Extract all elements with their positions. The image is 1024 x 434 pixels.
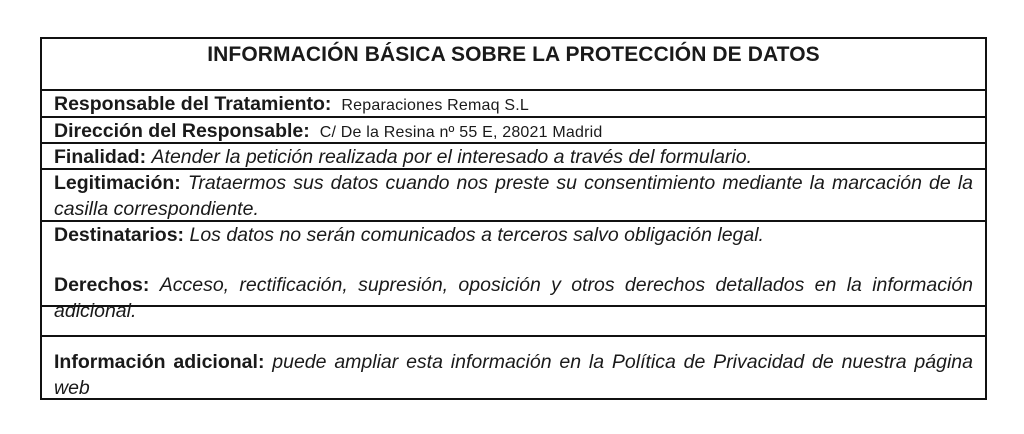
destinatarios-value: Los datos no serán comunicados a terceros salvo obligación legal.: [189, 224, 764, 246]
row-finalidad: [42, 144, 985, 170]
direccion-value: C/ De la Resina nº 55 E, 28021 Madrid: [319, 124, 603, 141]
adicional-value: puede ampliar esta información en la Política de Privacidad de nuestra página web: [54, 351, 973, 399]
row-legitimacion: [42, 170, 985, 222]
responsable-label: Responsable del Tratamiento:: [54, 93, 332, 115]
spacer: [54, 248, 973, 272]
responsable-value: Reparaciones Remaq S.L: [341, 97, 530, 114]
adicional-label: Información adicional:: [54, 351, 265, 373]
legitimacion-value: Trataermos sus datos cuando nos preste su consentimiento mediante la marcación de la casilla correspondiente.: [54, 172, 973, 220]
table-title: INFORMACIÓN BÁSICA SOBRE LA PROTECCIÓN DE DATOS: [207, 43, 820, 66]
derechos-block: [54, 272, 973, 324]
table-header-row: [42, 39, 985, 91]
row-direccion: [42, 118, 985, 144]
derechos-value: Acceso, rectificación, supresión, oposición y otros derechos detallados en la información adicional.: [54, 274, 974, 322]
destinatarios-line: [54, 222, 973, 248]
spacer: [54, 337, 973, 349]
destinatarios-label: Destinatarios:: [54, 224, 185, 246]
direccion-label: Dirección del Responsable:: [54, 120, 310, 142]
row-adicional: [42, 337, 985, 400]
finalidad-value: Atender la petición realizada por el interesado a través del formulario.: [151, 146, 753, 168]
row-destinatarios-derechos: [42, 222, 985, 322]
row-responsable: [42, 91, 985, 118]
finalidad-label: Finalidad:: [54, 146, 147, 168]
data-protection-table: [40, 37, 987, 400]
derechos-label: Derechos:: [54, 274, 150, 296]
legitimacion-label: Legitimación:: [54, 172, 181, 194]
